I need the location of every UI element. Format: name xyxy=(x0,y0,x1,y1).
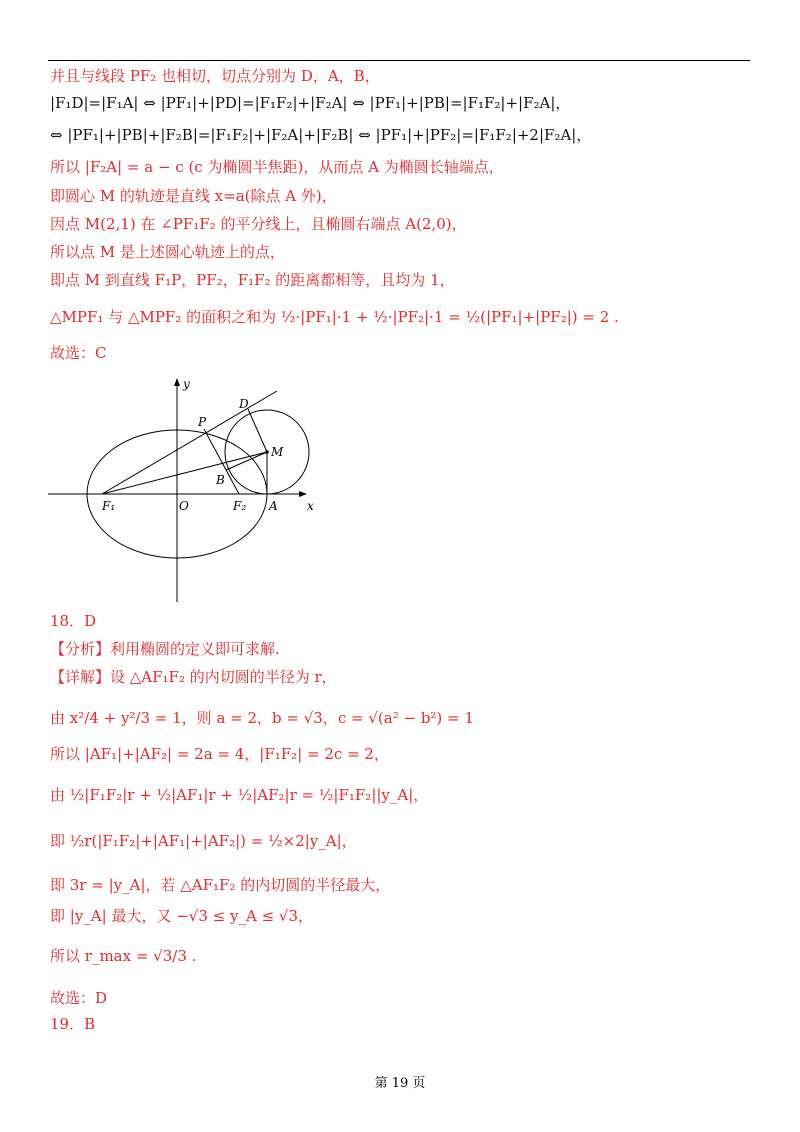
label-P: P xyxy=(198,415,207,429)
text-line: 即圆心 M 的轨迹是直线 x=a(除点 A 外)， xyxy=(50,187,337,205)
text-line: 即 |y_A| 最大，又 −√3 ≤ y_A ≤ √3， xyxy=(50,907,314,925)
x-axis-arrow xyxy=(299,491,307,497)
equation-line: 即 ½r(|F₁F₂|+|AF₁|+|AF₂|) = ½×2|y_A|， xyxy=(50,832,357,850)
text-line: 所以 |F₂A| = a − c (c 为椭圆半焦距)，从而点 A 为椭圆长轴端点， xyxy=(50,158,504,176)
equation-line: 所以 r_max = √3/3 . xyxy=(50,947,197,965)
label-F1: F₁ xyxy=(102,499,116,513)
label-x: x xyxy=(307,499,314,513)
ellipse-figure xyxy=(45,372,335,607)
question-number: 19．B xyxy=(50,1015,96,1033)
y-axis-arrow xyxy=(174,378,180,386)
label-y: y xyxy=(183,377,190,391)
label-B: B xyxy=(216,473,225,487)
text-line: 即 3r = |y_A|，若 △AF₁F₂ 的内切圆的半径最大， xyxy=(50,876,391,894)
text-line: 所以点 M 是上述圆心轨迹上的点， xyxy=(50,243,285,261)
line-M-D xyxy=(248,409,267,452)
answer-line: 故选：C xyxy=(50,344,107,362)
analysis-line: 【分析】利用椭圆的定义即可求解. xyxy=(50,640,280,658)
equation-line: 由 x²/4 + y²/3 = 1，则 a = 2，b = √3，c = √(a² − b²) = 1 xyxy=(50,709,474,727)
question-number: 18．D xyxy=(50,612,97,630)
line-F1-M xyxy=(102,452,267,494)
label-M: M xyxy=(271,445,284,459)
label-O: O xyxy=(179,499,189,513)
equation-line: 由 ½|F₁F₂|r + ½|AF₁|r + ½|AF₂|r = ½|F₁F₂||y_A|， xyxy=(50,786,429,804)
label-F2: F₂ xyxy=(233,499,247,513)
text-line: 因点 M(2,1) 在 ∠PF₁F₂ 的平分线上，且椭圆右端点 A(2,0)， xyxy=(50,215,467,233)
point-M xyxy=(265,450,269,454)
answer-line: 故选：D xyxy=(50,989,108,1007)
equation-line: ⇔ |PF₁|+|PB|+|F₂B|=|F₁F₂|+|F₂A|+|F₂B| ⇔ |PF₁|+|PF₂|=|F₁F₂|+2|F₂A|， xyxy=(50,126,592,144)
page-footer: 第 19 页 xyxy=(374,1076,426,1091)
header-rule xyxy=(48,60,750,61)
text-line: 并且与线段 PF₂ 也相切，切点分别为 D，A，B， xyxy=(50,67,380,85)
line-F1-D xyxy=(102,391,277,494)
text-line: 即点 M 到直线 F₁P，PF₂，F₁F₂ 的距离都相等，且均为 1， xyxy=(50,271,455,289)
label-A: A xyxy=(269,499,278,513)
equation-line: |F₁D|=|F₁A| ⇔ |PF₁|+|PD|=|F₁F₂|+|F₂A| ⇔ |PF₁|+|PB|=|F₁F₂|+|F₂A|， xyxy=(50,94,571,112)
label-D: D xyxy=(239,397,249,411)
text-line: △MPF₁ 与 △MPF₂ 的面积之和为 ½·|PF₁|·1 + ½·|PF₂|·1 = ½(|PF₁|+|PF₂|) = 2 . xyxy=(50,308,619,326)
equation-line: 所以 |AF₁|+|AF₂| = 2a = 4，|F₁F₂| = 2c = 2， xyxy=(50,745,389,763)
detail-line: 【详解】设 △AF₁F₂ 的内切圆的半径为 r， xyxy=(50,668,337,686)
